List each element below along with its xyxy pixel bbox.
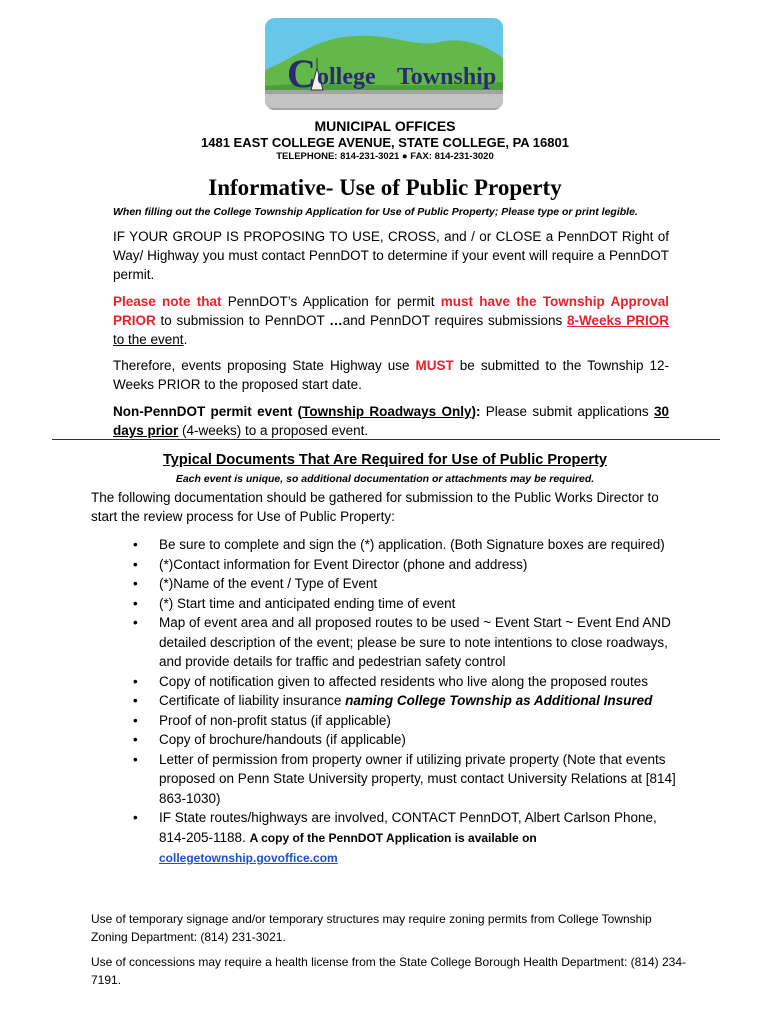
list-item: • Proof of non-profit status (if applicable) bbox=[133, 712, 391, 728]
list-item: • Copy of notification given to affected residents who live along the proposed routes bbox=[133, 673, 649, 689]
svg-text:Township: Township bbox=[397, 64, 497, 90]
office-contact: TELEPHONE: 814-231-3021 ● FAX: 814-231-3020 bbox=[276, 151, 494, 162]
subtitle: When filling out the College Township Application for Use of Public Property; Please type or print legible. bbox=[113, 206, 638, 218]
list-item-penndot-contact: • IF State routes/highways are involved, CONTACT PennDOT, Albert Carlson Phone, 814-205-1188. A copy of the PennDOT Application is available on collegetownship.govoffice.com bbox=[133, 810, 657, 865]
college-township-logo bbox=[265, 18, 503, 110]
township-website-link[interactable]: collegetownship.govoffice.com bbox=[159, 851, 338, 865]
svg-text:ollege: ollege bbox=[317, 64, 376, 90]
page-title: Informative- Use of Public Property bbox=[208, 175, 562, 200]
municipal-offices-heading: MUNICIPAL OFFICES bbox=[314, 118, 456, 134]
list-item: • Be sure to complete and sign the (*) application. (Both Signature boxes are required) bbox=[133, 537, 665, 552]
state-highway-paragraph: Therefore, events proposing State Highway use MUST be submitted to the Township 12-Weeks PRIOR to the proposed start date. bbox=[113, 358, 669, 392]
section-intro: The following documentation should be gathered for submission to the Public Works Director to start the review process for Use of Public Property: bbox=[91, 490, 659, 524]
list-item: • (*)Name of the event / Type of Event bbox=[133, 576, 378, 591]
penndot-note-paragraph: Please note that PennDOT’s Application for permit must have the Township Approval PRIOR to submission to PennDOT …and PennDOT requires submissions 8-Weeks PRIOR to the event. bbox=[113, 294, 669, 347]
office-address: 1481 EAST COLLEGE AVENUE, STATE COLLEGE, PA 16801 bbox=[201, 135, 569, 150]
concessions-note: Use of concessions may require a health license from the State College Borough Health Department: (814) 234-7191. bbox=[91, 955, 686, 987]
section-title: Typical Documents That Are Required for Use of Public Property bbox=[163, 452, 607, 468]
list-item: • (*) Start time and anticipated ending time of event bbox=[133, 595, 456, 611]
required-documents-list bbox=[116, 535, 676, 869]
list-item: • Copy of brochure/handouts (if applicable) bbox=[133, 732, 406, 747]
non-penndot-paragraph: Non-PennDOT permit event (Township Roadways Only): Please submit applications 30 days prior (4-weeks) to a proposed event. bbox=[113, 404, 670, 438]
signage-note: Use of temporary signage and/or temporary structures may require zoning permits from College Township Zoning Department: (814) 231-3021. bbox=[91, 912, 652, 944]
penndot-paragraph: IF YOUR GROUP IS PROPOSING TO USE, CROSS, and / or CLOSE a PennDOT Right of Way/ Highway you must contact PennDOT to determine if your event will require a PennDOT permit. bbox=[113, 229, 669, 282]
list-item: • Letter of permission from property owner if utilizing private property (Note that events proposed on Penn State University property, must contact University Relations at [814] 863-1030) bbox=[133, 751, 676, 806]
section-divider bbox=[52, 439, 720, 440]
list-item: • (*)Contact information for Event Director (phone and address) bbox=[133, 556, 528, 572]
svg-text:C: C bbox=[287, 51, 316, 96]
list-item: • Map of event area and all proposed routes to be used ~ Event Start ~ Event End AND detailed description of the event; please be sure to note intentions to close roadways, and provide details for traffic and pedestrian safety control bbox=[133, 615, 671, 669]
list-item-insurance: • Certificate of liability insurance naming College Township as Additional Insured bbox=[133, 693, 653, 708]
section-note: Each event is unique, so additional documentation or attachments may be required. bbox=[175, 473, 595, 485]
